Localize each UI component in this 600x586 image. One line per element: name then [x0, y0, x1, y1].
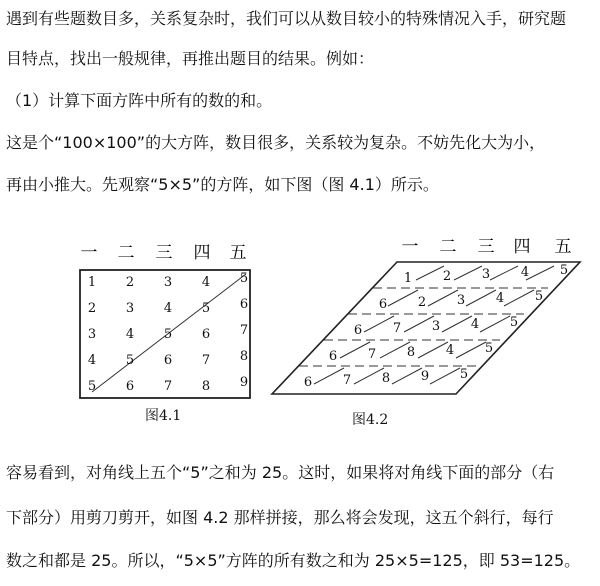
fig1-cell: 8 [239, 349, 249, 364]
fig2-cell: 4 [495, 291, 505, 306]
fig2-slant-line [504, 290, 534, 306]
fig2-slant-line [442, 316, 472, 332]
fig2-slant-line [418, 342, 448, 358]
fig2-slant-line [388, 290, 418, 306]
fig1-cell: 6 [201, 327, 211, 342]
fig2-cell: 8 [381, 371, 391, 386]
fig2-cell: 2 [417, 295, 427, 310]
fig2-header-2: 二 [439, 237, 457, 257]
paragraph-intro-line1: 遇到有些题数目多，关系复杂时，我们可以从数目较小的特殊情况入手，研究题 [6, 9, 567, 28]
fig2-cell: 1 [403, 271, 413, 286]
fig2-slant-line [364, 316, 394, 332]
fig1-cell: 3 [163, 275, 173, 290]
conclusion-line-3: 数之和都是 25。所以，“5×5”方阵的所有数之和为 25×5=125，即 53=125。 [6, 551, 581, 570]
fig2-slant-line [456, 342, 486, 358]
fig1-cell: 3 [87, 327, 97, 342]
fig2-slant-line [392, 368, 422, 384]
paragraph-intro-line2: 目特点，找出一般规律，再推出题目的结果。例如： [6, 49, 375, 68]
fig2-cell: 4 [445, 343, 455, 358]
figure-4-1-caption: 图4.1 [145, 408, 182, 424]
fig1-cell: 7 [163, 379, 173, 394]
fig1-cell: 4 [201, 275, 211, 290]
fig1-header-4: 四 [193, 243, 211, 263]
fig2-cell: 6 [353, 323, 363, 338]
fig2-slant-line [416, 266, 444, 280]
fig1-header-1: 一 [80, 243, 98, 263]
fig1-cell: 6 [125, 379, 135, 394]
figure-4-2 [268, 232, 588, 402]
fig1-cell: 3 [125, 301, 135, 316]
fig2-slant-line [428, 290, 458, 306]
fig1-cell: 5 [87, 379, 97, 394]
fig2-cell: 9 [420, 369, 430, 384]
fig1-cell: 5 [201, 301, 211, 316]
fig2-slant-line [354, 368, 384, 384]
fig1-cell: 6 [239, 297, 249, 312]
fig1-cell: 9 [239, 375, 249, 390]
paragraph-line-1: 这是个“100×100”的大方阵，数目很多，关系较为复杂。不妨先化大为小， [6, 133, 546, 152]
fig1-cell: 4 [163, 301, 173, 316]
fig2-cell: 3 [431, 319, 441, 334]
fig2-cell: 6 [303, 375, 313, 390]
fig2-slant-line [314, 368, 344, 384]
fig1-cell: 5 [125, 353, 135, 368]
fig2-slant-line [466, 290, 496, 306]
fig2-slant-line [404, 316, 434, 332]
fig2-slant-line [380, 342, 410, 358]
fig1-cell: 1 [87, 275, 97, 290]
fig1-cell: 2 [87, 301, 97, 316]
fig2-cell: 5 [534, 289, 544, 304]
fig2-cell: 8 [406, 345, 416, 360]
fig2-cell: 7 [392, 321, 402, 336]
fig2-slant-line [430, 368, 460, 384]
figure-4-2-caption: 图4.2 [352, 412, 389, 428]
fig2-header-1: 一 [401, 237, 419, 257]
fig2-cell: 6 [328, 349, 338, 364]
fig2-cell: 3 [481, 267, 491, 282]
question-1: （1）计算下面方阵中所有的数的和。 [6, 91, 273, 110]
fig2-cell: 3 [456, 293, 466, 308]
fig2-header-5: 五 [554, 237, 572, 257]
fig1-header-2: 二 [117, 243, 135, 263]
fig1-header-3: 三 [155, 243, 173, 263]
fig2-slant-line [454, 266, 482, 280]
fig1-cell: 4 [125, 327, 135, 342]
fig2-cell: 5 [459, 367, 469, 382]
fig1-cell: 5 [239, 271, 249, 286]
fig2-cell: 5 [559, 263, 569, 278]
fig1-cell: 7 [239, 323, 249, 338]
fig2-cell: 6 [378, 297, 388, 312]
fig1-cell: 7 [201, 353, 211, 368]
fig1-cell: 4 [87, 353, 97, 368]
fig1-header-5: 五 [229, 243, 247, 263]
fig2-header-3: 三 [477, 237, 495, 257]
conclusion-line-2: 下部分）用剪刀剪开，如图 4.2 那样拼接，那么将会发现，这五个斜行，每行 [6, 508, 554, 527]
fig2-cell: 7 [367, 347, 377, 362]
fig2-slant-line [526, 266, 554, 280]
conclusion-line-1: 容易看到，对角线上五个“5”之和为 25。这时，如果将对角线下面的部分（右 [6, 463, 555, 482]
fig2-cell: 2 [442, 269, 452, 284]
fig2-header-4: 四 [513, 237, 531, 257]
fig1-cell: 8 [201, 379, 211, 394]
fig2-slant-line [490, 266, 518, 280]
fig1-cell: 2 [125, 275, 135, 290]
fig2-slant-line [480, 316, 510, 332]
fig1-cell: 6 [163, 353, 173, 368]
fig2-cell: 5 [484, 341, 494, 356]
fig2-cell: 5 [509, 315, 519, 330]
fig2-cell: 4 [470, 317, 480, 332]
fig2-slant-line [340, 342, 370, 358]
fig2-cell: 7 [342, 373, 352, 388]
fig1-cell: 5 [163, 327, 173, 342]
paragraph-line-2: 再由小推大。先观察“5×5”的方阵，如下图（图 4.1）所示。 [6, 175, 439, 194]
fig2-cell: 4 [520, 265, 530, 280]
